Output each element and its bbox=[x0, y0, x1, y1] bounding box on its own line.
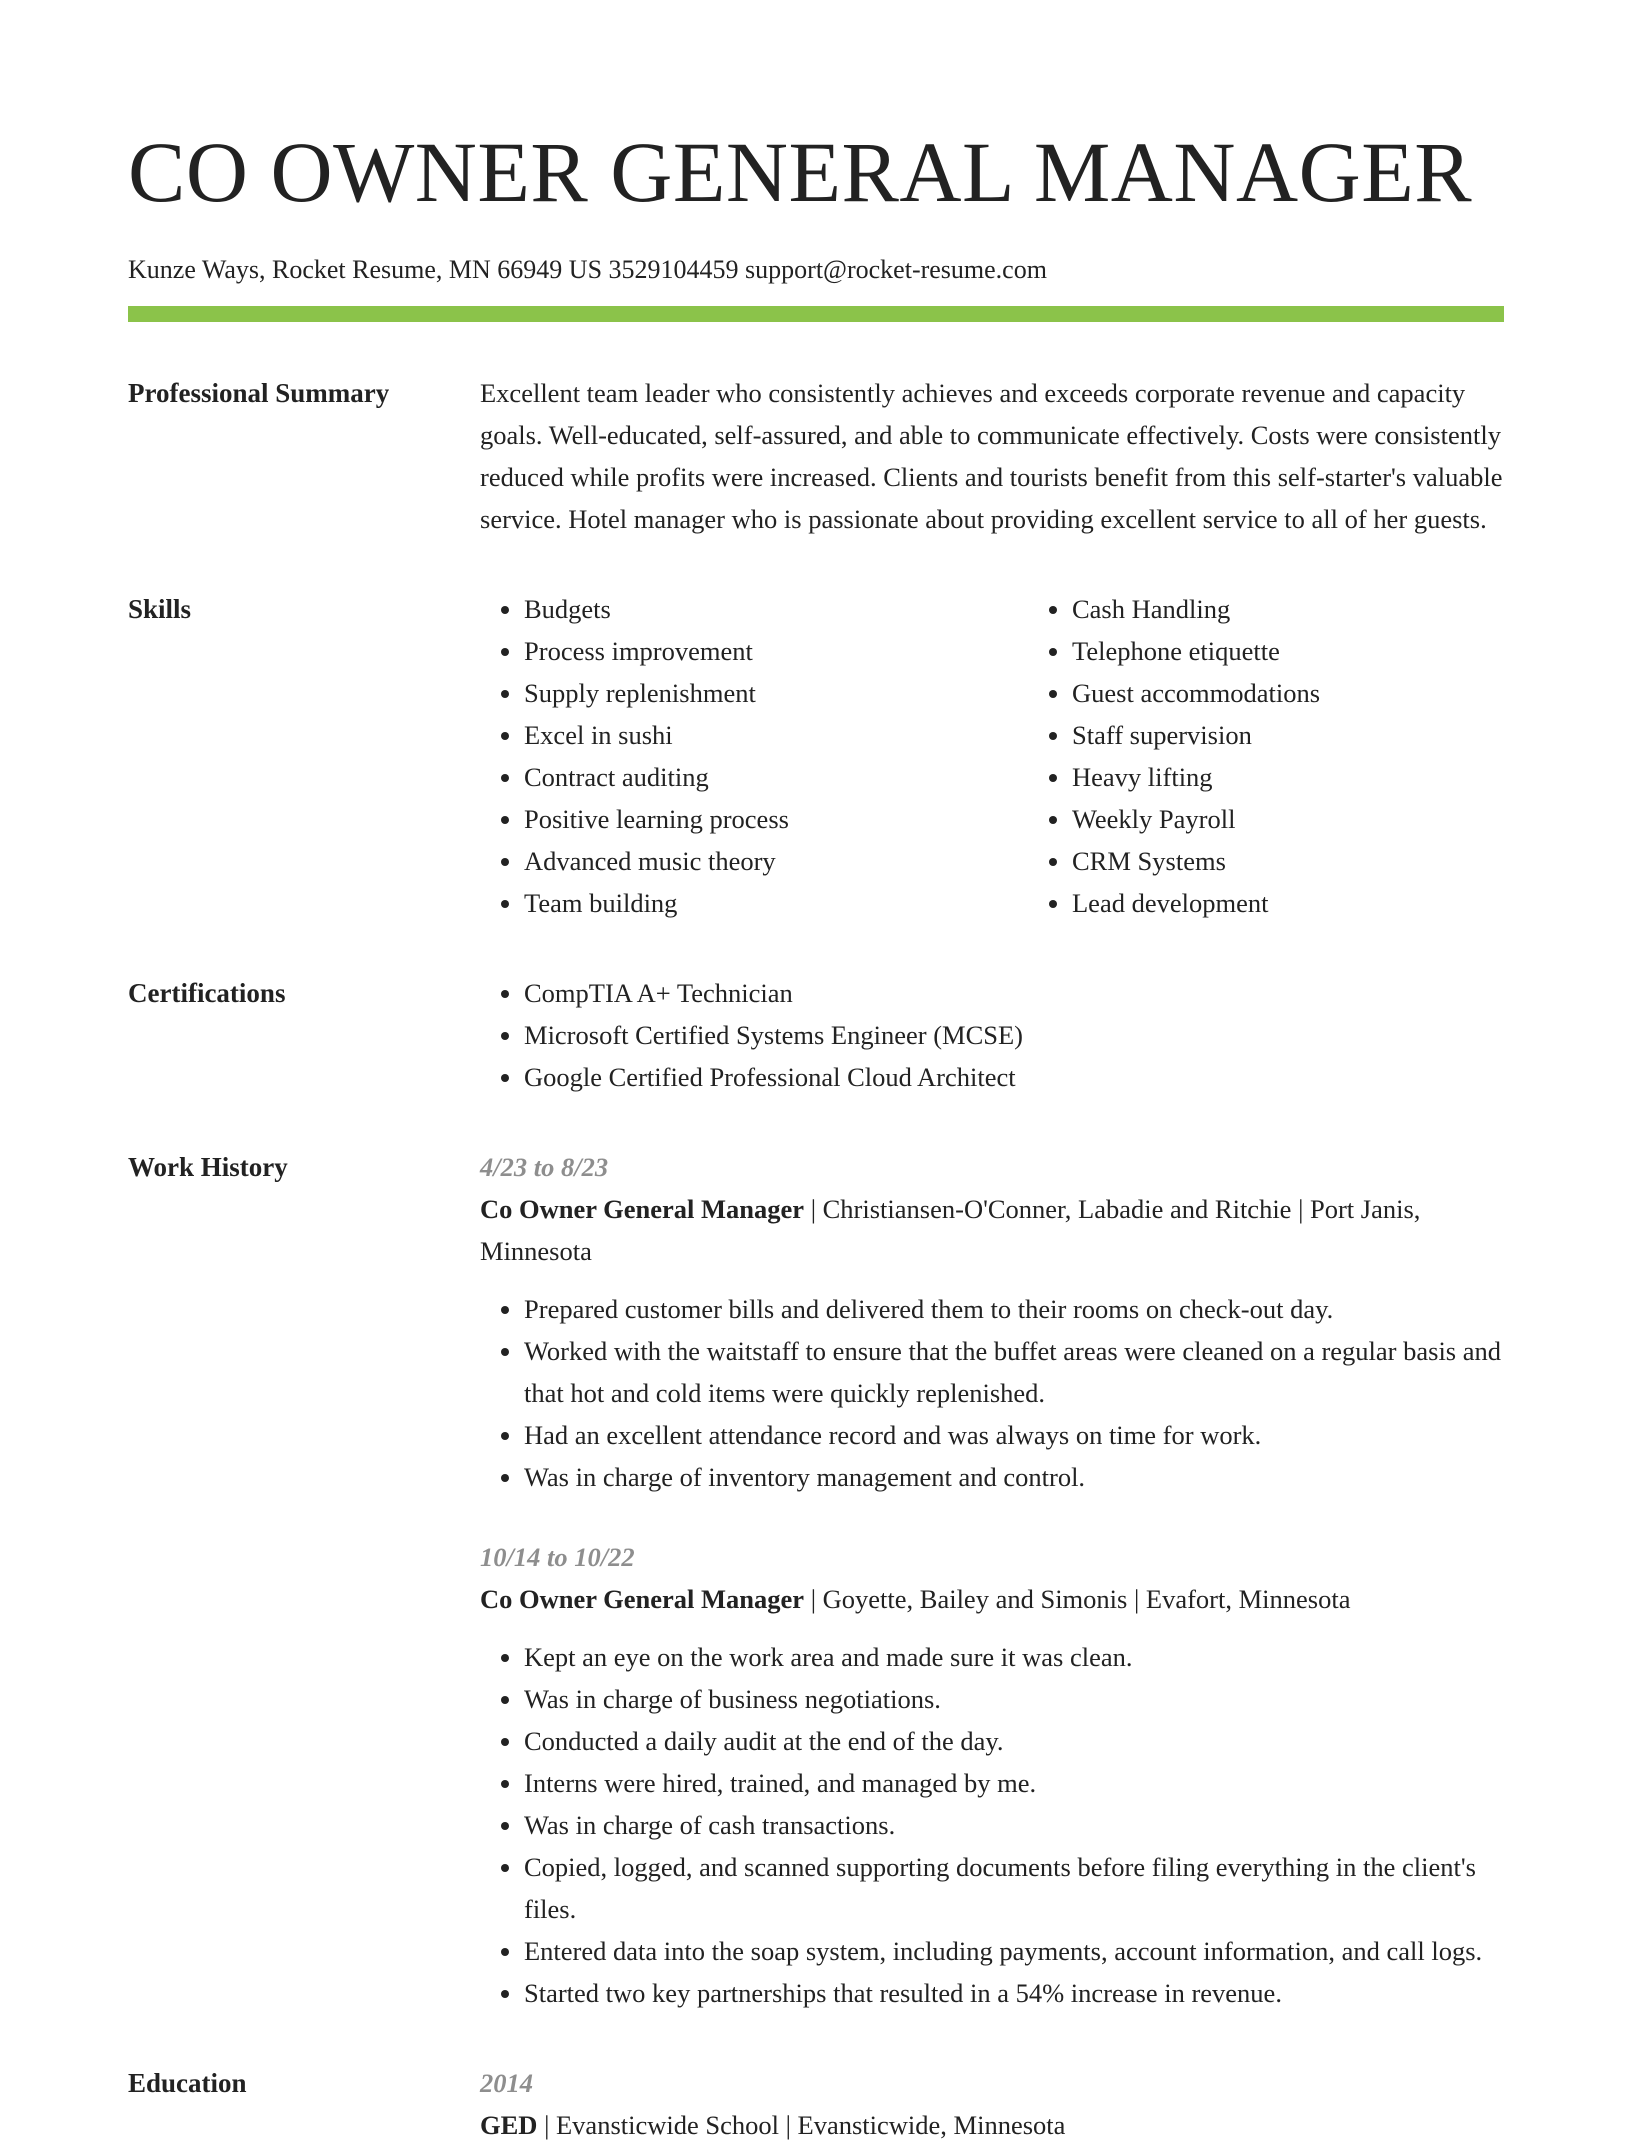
job-title-line bbox=[480, 1578, 1504, 1620]
job-duty-item: • Had an excellent attendance record and was always on time for work. bbox=[524, 1414, 1504, 1456]
summary-text: Excellent team leader who consistently achieves and exceeds corporate revenue and capacity goals. Well-educated, self-assured, and able to communicate effectively. Costs were consistently reduced while profits were increased. Clients and tourists benefit from this self-starter's valuable service. Hotel manager who is passionate about providing excellent service to all of her guests. bbox=[480, 378, 1503, 534]
job-employer-location: | Christiansen-O'Conner, Labadie and Ritchie | Port Janis, Minnesota bbox=[480, 1194, 1421, 1266]
job-employer-location: | Goyette, Bailey and Simonis | Evafort, Minnesota bbox=[804, 1584, 1351, 1614]
job-duty-item: • Conducted a daily audit at the end of the day. bbox=[524, 1720, 1504, 1762]
accent-divider bbox=[128, 306, 1504, 322]
section-label-work-history: Work History bbox=[128, 1152, 288, 1182]
certifications-body bbox=[480, 972, 1504, 1098]
resume-page bbox=[128, 0, 1504, 2146]
skill-item: • Budgets bbox=[524, 588, 1028, 630]
job-entry bbox=[480, 1146, 1504, 1498]
skills-list-left bbox=[480, 588, 1028, 924]
certification-item: • Google Certified Professional Cloud Architect bbox=[524, 1056, 1504, 1098]
education-body bbox=[480, 2062, 1504, 2146]
skill-item: • Team building bbox=[524, 882, 1028, 924]
job-title-line bbox=[480, 1188, 1504, 1272]
certification-item: • Microsoft Certified Systems Engineer (MCSE) bbox=[524, 1014, 1504, 1056]
job-duty-item: • Was in charge of business negotiations. bbox=[524, 1678, 1504, 1720]
contact-line: Kunze Ways, Rocket Resume, MN 66949 US 3529104459 support@rocket-resume.com bbox=[128, 255, 1047, 284]
skill-item: • Cash Handling bbox=[1072, 588, 1576, 630]
section-label-education: Education bbox=[128, 2068, 247, 2098]
job-entry bbox=[480, 1536, 1504, 2014]
skills-list-right bbox=[1028, 588, 1576, 924]
skill-item: • Advanced music theory bbox=[524, 840, 1028, 882]
certifications-list bbox=[480, 972, 1504, 1098]
skill-item: • Staff supervision bbox=[1072, 714, 1576, 756]
skill-item: • Guest accommodations bbox=[1072, 672, 1576, 714]
job-title: Co Owner General Manager bbox=[480, 1584, 805, 1614]
job-duty-item: • Interns were hired, trained, and managed by me. bbox=[524, 1762, 1504, 1804]
skill-item: • Telephone etiquette bbox=[1072, 630, 1576, 672]
education-school-location: | Evansticwide School | Evansticwide, Minnesota bbox=[537, 2110, 1066, 2140]
education-dates: 2014 bbox=[480, 2068, 533, 2098]
education-degree: GED bbox=[480, 2110, 538, 2140]
professional-summary-section bbox=[128, 372, 1504, 540]
job-dates: 10/14 to 10/22 bbox=[480, 1542, 635, 1572]
job-duty-item: • Entered data into the soap system, including payments, account information, and call logs. bbox=[524, 1930, 1504, 1972]
education-degree-line bbox=[480, 2104, 1504, 2146]
work-history-body bbox=[480, 1146, 1504, 2014]
job-duty-item: • Worked with the waitstaff to ensure that the buffet areas were cleaned on a regular basis and that hot and cold items were quickly replenished. bbox=[524, 1330, 1504, 1414]
certification-item: • CompTIA A+ Technician bbox=[524, 972, 1504, 1014]
job-duty-item: • Copied, logged, and scanned supporting documents before filing everything in the client's files. bbox=[524, 1846, 1504, 1930]
job-duty-item: • Started two key partnerships that resulted in a 54% increase in revenue. bbox=[524, 1972, 1504, 2014]
section-label-skills: Skills bbox=[128, 594, 192, 624]
job-duty-item: • Prepared customer bills and delivered them to their rooms on check-out day. bbox=[524, 1288, 1504, 1330]
job-duty-item: • Was in charge of inventory management and control. bbox=[524, 1456, 1504, 1498]
skill-item: • Heavy lifting bbox=[1072, 756, 1576, 798]
skills-section bbox=[128, 588, 1504, 924]
job-dates: 4/23 to 8/23 bbox=[480, 1152, 609, 1182]
skill-item: • Contract auditing bbox=[524, 756, 1028, 798]
skill-item: • Weekly Payroll bbox=[1072, 798, 1576, 840]
job-duty-item: • Was in charge of cash transactions. bbox=[524, 1804, 1504, 1846]
skill-item: • Lead development bbox=[1072, 882, 1576, 924]
section-label-certifications: Certifications bbox=[128, 978, 286, 1008]
skill-item: • Process improvement bbox=[524, 630, 1028, 672]
job-title: Co Owner General Manager bbox=[480, 1194, 805, 1224]
skills-columns bbox=[480, 588, 1576, 924]
summary-body bbox=[480, 372, 1504, 540]
section-label-summary: Professional Summary bbox=[128, 378, 390, 408]
job-duties-list bbox=[480, 1288, 1504, 1498]
skill-item: • Excel in sushi bbox=[524, 714, 1028, 756]
skill-item: • Positive learning process bbox=[524, 798, 1028, 840]
education-section bbox=[128, 2062, 1504, 2146]
resume-name-heading: CO OWNER GENERAL MANAGER bbox=[128, 124, 1473, 220]
skill-item: • Supply replenishment bbox=[524, 672, 1028, 714]
job-duties-list bbox=[480, 1636, 1504, 2014]
certifications-section bbox=[128, 972, 1504, 1098]
work-history-section bbox=[128, 1146, 1504, 2014]
job-duty-item: • Kept an eye on the work area and made sure it was clean. bbox=[524, 1636, 1504, 1678]
skill-item: • CRM Systems bbox=[1072, 840, 1576, 882]
